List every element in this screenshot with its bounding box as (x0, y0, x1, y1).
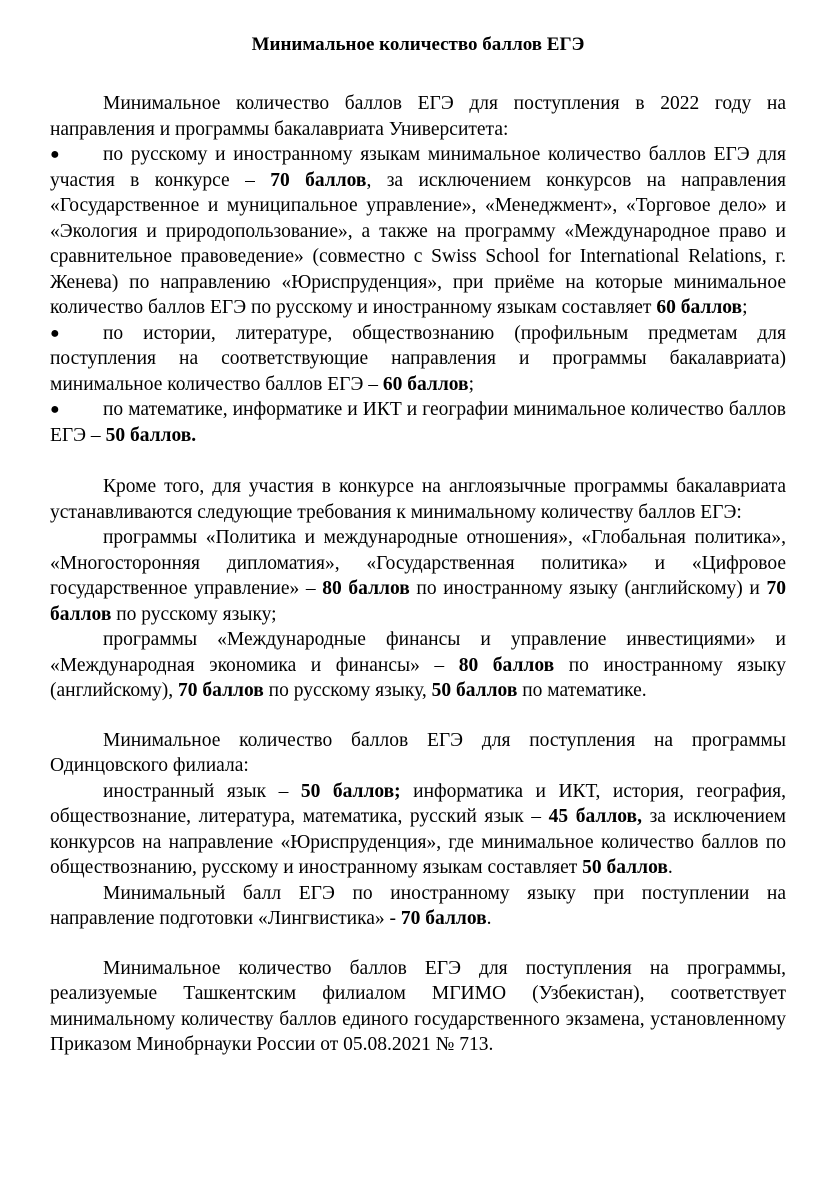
bullet-icon: ● (50, 324, 60, 342)
paragraph-gap (50, 448, 786, 474)
intro-paragraph: Минимальное количество баллов ЕГЭ для поступления в 2022 году на направления и программы бакалавриата Университета: (50, 93, 786, 140)
bullet-icon: ● (50, 401, 60, 418)
tashkent-paragraph: Минимальное количество баллов ЕГЭ для поступления на программы, реализуемые Ташкентским филиалом МГИМО (Узбекистан), соответствует минимальному количеству баллов единого государственного экзамена, установленному Приказом Минобрнауки России от 05.08.2021 № 713. (50, 957, 786, 1055)
linguistics-requirement: Минимальный балл ЕГЭ по иностранному языку при поступлении на направление подготовки «Лингвистика» - 70 баллов. (50, 882, 786, 929)
bullet-icon: ● (50, 146, 60, 163)
odintsovo-intro: Минимальное количество баллов ЕГЭ для поступления на программы Одинцовского филиала: (50, 729, 786, 776)
odintsovo-requirements: иностранный язык – 50 баллов; информатика и ИКТ, история, география, обществознание, литература, математика, русский язык – 45 баллов, за исключением конкурсов на направление «Юриспруденция», где минимальное количество баллов по обществознанию, русскому и иностранному языкам составляет 50 баллов. (50, 780, 786, 878)
english-programs-finance: программы «Международные финансы и управление инвестициями» и «Международная экономика и финансы» – 80 баллов по иностранному языку (английскому), 70 баллов по русскому языку, 50 баллов по математике. (50, 629, 786, 701)
bullet-item-humanities: ● по истории, литературе, обществознанию (профильным предметам для поступления на соответствующие направления и программы бакалавриата) минимальное количество баллов ЕГЭ – 60 баллов; (50, 322, 786, 395)
paragraph-gap (50, 704, 786, 728)
bullet-item-languages: ● по русскому и иностранному языкам минимальное количество баллов ЕГЭ для участия в конкурсе – 70 баллов, за исключением конкурсов на направления «Государственное и муниципальное управление», «Менеджмент», «Торговое дело» и «Экология и природопользование», а также на программу «Международное право и сравнительное правоведение» (совместно с Swiss School for International Relations, г. Женева) по направлению «Юриспруденция», при приёме на которые минимальное количество баллов ЕГЭ по русскому и иностранному языкам составляет 60 баллов; (50, 144, 786, 318)
english-programs-intro: Кроме того, для участия в конкурсе на англоязычные программы бакалавриата устанавливаются следующие требования к минимальному количеству баллов ЕГЭ: (50, 476, 786, 523)
document-title: Минимальное количество баллов ЕГЭ (251, 34, 585, 55)
paragraph-gap (50, 932, 786, 956)
english-programs-politics: программы «Политика и международные отношения», «Глобальная политика», «Многосторонняя дипломатия», «Государственная политика» и «Цифровое государственное управление» – 80 баллов по иностранному языку (английскому) и 70 баллов по русскому языку; (50, 527, 786, 625)
bullet-item-math: ● по математике, информатике и ИКТ и географии минимальное количество баллов ЕГЭ – 50 баллов. (50, 399, 786, 446)
